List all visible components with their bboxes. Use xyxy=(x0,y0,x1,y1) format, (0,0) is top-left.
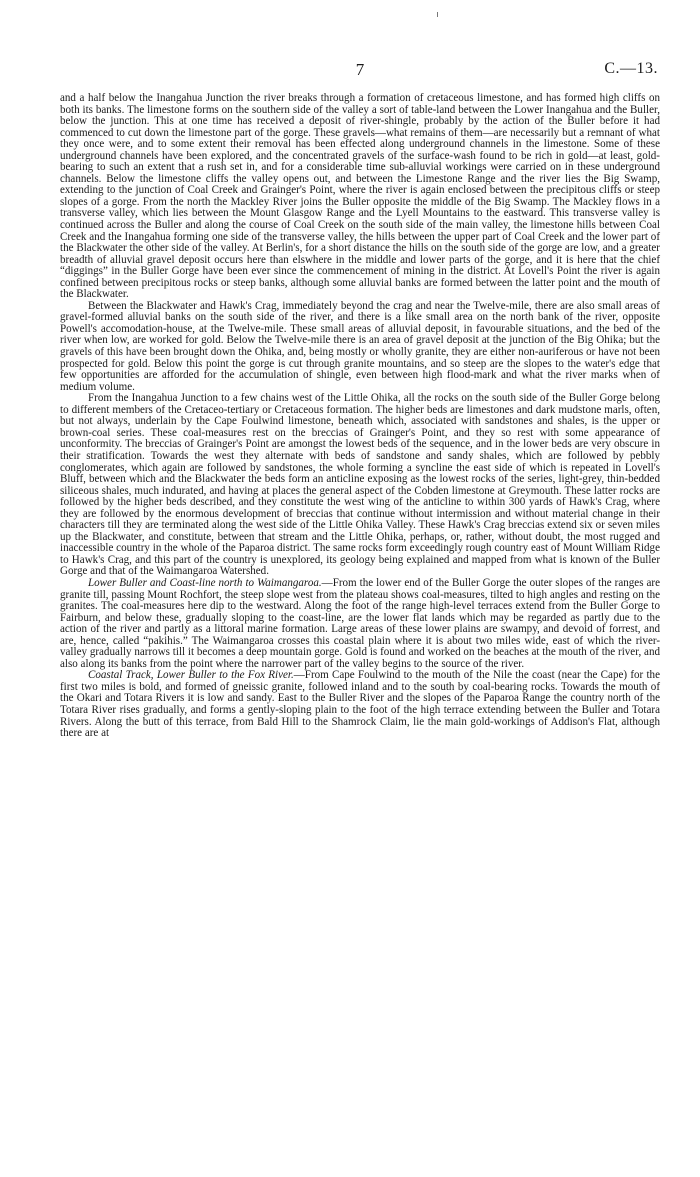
section-heading-lower-buller: Lower Buller and Coast-line north to Waimangaroa. xyxy=(88,576,322,589)
page-header xyxy=(60,60,660,84)
page-mark xyxy=(437,12,438,17)
paragraph-blackwater-hawks-crag: Between the Blackwater and Hawk's Crag, immediately beyond the crag and near the Twelve-mile, there are also small areas of gravel-formed alluvial banks on the south side of the river, and there is a like small area on the north bank of the river, opposite Powell's accomodation-house, at the Twelve-mile. These small areas of alluvial deposit, in favourable situations, and the bed of the river when low, are worked for gold. Below the Twelve-mile there is an area of gravel deposit at the junction of the Big Ohika; but the gravels of this have been brought down the Ohika, and, being mostly or wholly granite, they are either non-auriferous or have not been prospected for gold. Below this point the gorge is cut through granite mountains, and so steep are the slopes to the water's edge that few opportunities are afforded for the accumulation of shingle, even between high flood-mark and what the river marks when of medium volume. xyxy=(60,299,660,393)
section-heading-coastal-track: Coastal Track, Lower Buller to the Fox River. xyxy=(88,669,294,682)
paragraph-coastal-track-text: —From Cape Foulwind to the mouth of the Nile the coast (near the Cape) for the first two miles is bold, and formed of gneissic granite, followed inland and to the south by coal-bearing rocks. Towards the mouth of the Okari and Totara Rivers it is low and sandy. East to the Buller River and the slopes of the Paparoa Range the country north of the Totara River rises gradually, and forms a gently-sloping plain to the foot of the high terrace extending between the Buller and Totara Rivers. Along the butt of this terrace, from Bald Hill to the Shamrock Claim, lie the main gold-workings of Addison's Flat, although there are at xyxy=(60,669,660,740)
body-text xyxy=(60,93,660,740)
page-number: 7 xyxy=(355,60,365,79)
paragraph-coastal-track xyxy=(60,670,660,739)
paragraph-lower-buller xyxy=(60,578,660,670)
document-reference: C.—13. xyxy=(604,60,658,77)
paragraph-gorge-limestone: and a half below the Inangahua Junction the river breaks through a formation of cretaceous limestone, and has formed high cliffs on both its banks. The limestone forms on the southern side of the valley a sort of table-land between the Lower Inangahua and the Buller, below the junction. This at one time has received a deposit of river-shingle, probably by the action of the Buller before it had commenced to cut down the limestone part of the gorge. These gravels—what remains of them—are necessarily but a remnant of what they once were, and to some extent their removal has been effected along underground channels in the limestone. Some of these underground channels have been explored, and the concentrated gravels of the surface-wash found to be rich in gold—at least, gold-bearing to such an extent that a rush set in, and for a considerable time sub-alluvial workings were carried on in these underground channels. Below the limestone cliffs the valley opens out, and between the Limestone Range and the river lies the Big Swamp, extending to the junction of Coal Creek and Grainger's Point, where the river is again enclosed between the precipitous cliffs or steep slopes of a gorge. From the north the Mackley River joins the Buller opposite the middle of the Big Swamp. The Mackley flows in a transverse valley, which lies between the Mount Glasgow Range and the Lyell Mountains to the eastward. This transverse valley is continued across the Buller and along the course of Coal Creek on the south side of the main valley, the limestone hills between Coal Creek and the Inangahua forming one side of the transverse valley, the hills between the upper part of Coal Creek and the lower part of the Blackwater the other side of the valley. At Berlin's, for a short distance the hills on the south side of the gorge are low, and a greater breadth of alluvial gravel deposit occurs here than elswhere in the middle and lower parts of the gorge, and it is here that the chief “diggings” in the Buller Gorge have been ever since the commencement of mining in the district. At Lovell's Point the river is again confined between precipitous rocks or steep banks, although some alluvial banks are formed between the latter point and the mouth of the Blackwater. xyxy=(60,92,660,301)
paragraph-lower-buller-text: —From the lower end of the Buller Gorge the outer slopes of the ranges are granite till, passing Mount Rochfort, the steep slope west from the plateau shows coal-measures, tilted to high angles and resting on the granites. The coal-measures here dip to the westward. Along the foot of the range high-level terraces extend from the Buller Gorge to Fairburn, and below these, gradually sloping to the coast-line, are the lower flat lands which may be regarded as partly due to the action of the river and partly as a littoral marine formation. Large areas of these lower plains are swampy, and devoid of forrest, and are, hence, called “pakihis.” The Waimangaroa crosses this coastal plain where it is about two miles wide, east of which the river-valley gradually narrows till it becomes a deep mountain gorge. Gold is found and worked on the beaches at the mouth of the river, and also along its banks from the point where the narrower part of the valley begins to the source of the river. xyxy=(60,576,660,670)
paragraph-inangahua-formations: From the Inangahua Junction to a few chains west of the Little Ohika, all the rocks on the south side of the Buller Gorge belong to different members of the Cretaceo-tertiary or Cretaceous formation. The higher beds are limestones and dark mudstone marls, often, but not always, underlain by the Cape Foulwind limestone, beneath which, associated with sandstones and shales, is the upper or brown-coal series. These coal-measures rest on the breccias of Grainger's Point, and they so rest with some appearance of unconformity. The breccias of Grainger's Point are amongst the lowest beds of the sequence, and in the lower beds are very obscure in their stratification. Towards the west they alternate with beds of sandstone and sandy shales, which are followed by pebbly conglomerates, which again are followed by sandstones, the whole forming a syncline the east side of which is repeated in Lovell's Bluff, between which and the Blackwater the beds form an anticline exposing as the lowest rocks of the series, light-grey, thin-bedded siliceous shales, much indurated, and having at places the general aspect of the Cobden limestone at Greymouth. These latter rocks are followed by the higher beds described, and they constitute the west wing of the anticline to within 300 yards of Hawk's Crag, where they are followed by the enormous development of breccias that continue without intermission and without material change in their characters till they are terminated along the west side of the Little Ohika Valley. These Hawk's Crag breccias extend six or seven miles up the Blackwater, and constitute, between that stream and the Little Ohika, perhaps, or, rather, without doubt, the most rugged and inaccessible country in the whole of the Paparoa district. The same rocks form exceedingly rough country east of Mount William Ridge to Hawk's Crag, and this part of the country is unexplored, its geology being explained and mapped from what is known of the Buller Gorge and that of the Waimangaroa Watershed. xyxy=(60,392,660,578)
